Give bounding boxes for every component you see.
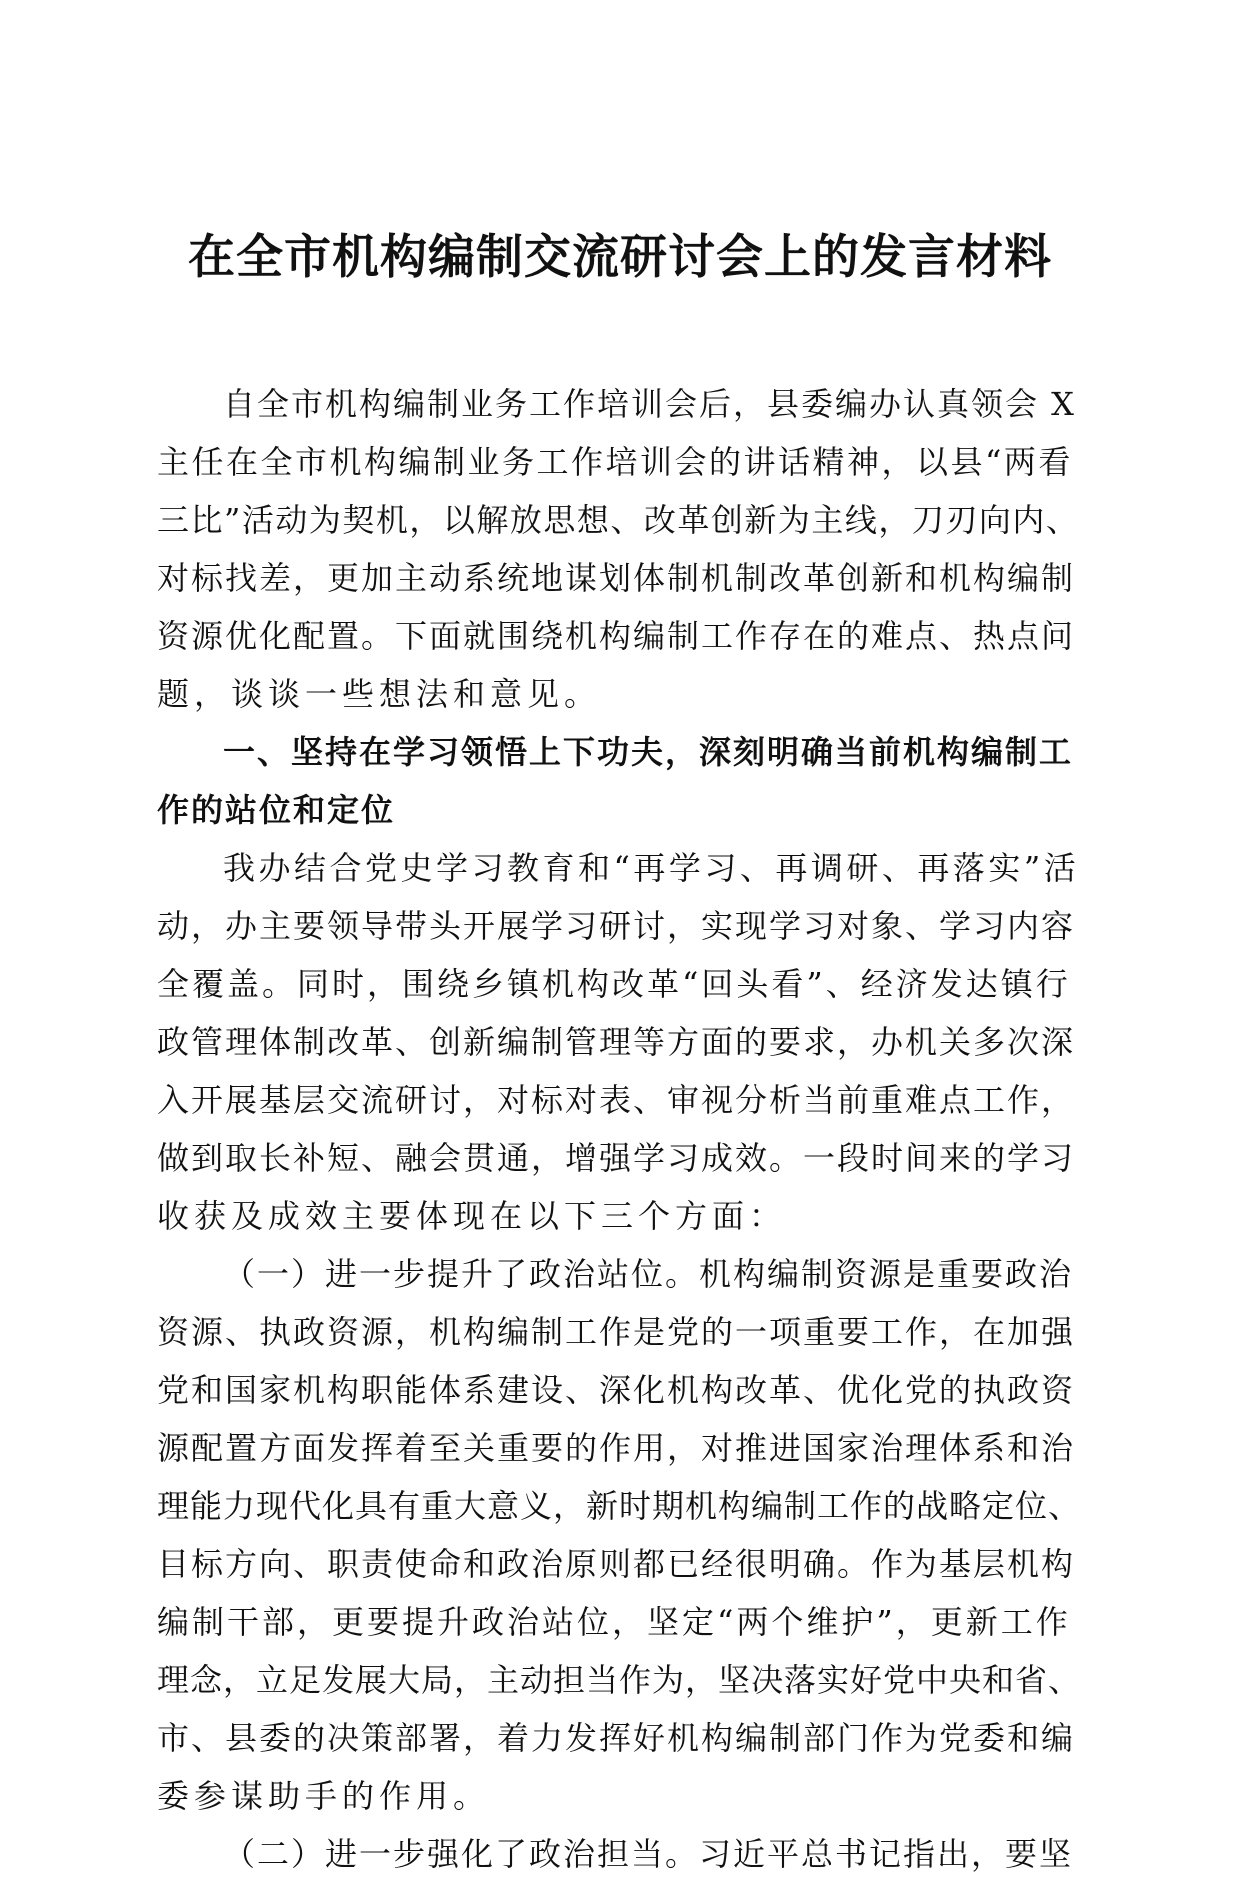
section-heading-line: 一、坚持在学习领悟上下功夫，深刻明确当前机构编制工 [223,733,1074,771]
paragraph-line: 资源优化配置。下面就围绕机构编制工作存在的难点、热点问 [157,617,1076,655]
paragraph-line: （一）进一步提升了政治站位。机构编制资源是重要政治 [223,1255,1074,1293]
paragraph-line: 主任在全市机构编制业务工作培训会的讲话精神，以县“两看 [157,443,1073,481]
paragraph-line: 对标找差，更加主动系统地谋划体制机制改革创新和机构编制 [157,559,1076,597]
paragraph-line: 理能力现代化具有重大意义，新时期机构编制工作的战略定位、 [157,1487,1082,1525]
paragraph-line: 政管理体制改革、创新编制管理等方面的要求，办机关多次深 [157,1023,1076,1061]
paragraph-line: 资源、执政资源，机构编制工作是党的一项重要工作，在加强 [157,1313,1076,1351]
paragraph-line: 做到取长补短、融会贯通，增强学习成效。一段时间来的学习 [157,1139,1076,1177]
paragraph-line: 收获及成效主要体现在以下三个方面： [157,1197,787,1235]
paragraph-line: 入开展基层交流研讨，对标对表、审视分析当前重难点工作， [157,1081,1076,1119]
paragraph-line: 市、县委的决策部署，着力发挥好机构编制部门作为党委和编 [157,1719,1076,1757]
paragraph-line: 题，谈谈一些想法和意见。 [157,675,602,713]
paragraph-line: （二）进一步强化了政治担当。习近平总书记指出，要坚 [223,1835,1074,1873]
paragraph-line: 源配置方面发挥着至关重要的作用，对推进国家治理体系和治 [157,1429,1076,1467]
paragraph-line: 三比”活动为契机，以解放思想、改革创新为主线，刀刃向内、 [157,501,1080,539]
paragraph-line: 目标方向、职责使命和政治原则都已经很明确。作为基层机构 [157,1545,1076,1583]
paragraph-line: 自全市机构编制业务工作培训会后，县委编办认真领会 X [223,385,1076,423]
paragraph-line: 党和国家机构职能体系建设、深化机构改革、优化党的执政资 [157,1371,1076,1409]
section-heading-line: 作的站位和定位 [157,791,396,829]
paragraph-line: 编制干部，更要提升政治站位，坚定“两个维护”，更新工作 [157,1603,1071,1641]
document-body [157,375,1082,1883]
paragraph-line: 理念，立足发展大局，主动担当作为，坚决落实好党中央和省、 [157,1661,1082,1699]
paragraph-line: 动，办主要领导带头开展学习研讨，实现学习对象、学习内容 [157,907,1076,945]
paragraph-line: 委参谋助手的作用。 [157,1777,491,1815]
document-title: 在全市机构编制交流研讨会上的发言材料 [188,230,1052,285]
paragraph-line: 全覆盖。同时，围绕乡镇机构改革“回头看”、经济发达镇行 [157,965,1071,1003]
paragraph-line: 我办结合党史学习教育和“再学习、再调研、再落实”活 [223,849,1080,887]
